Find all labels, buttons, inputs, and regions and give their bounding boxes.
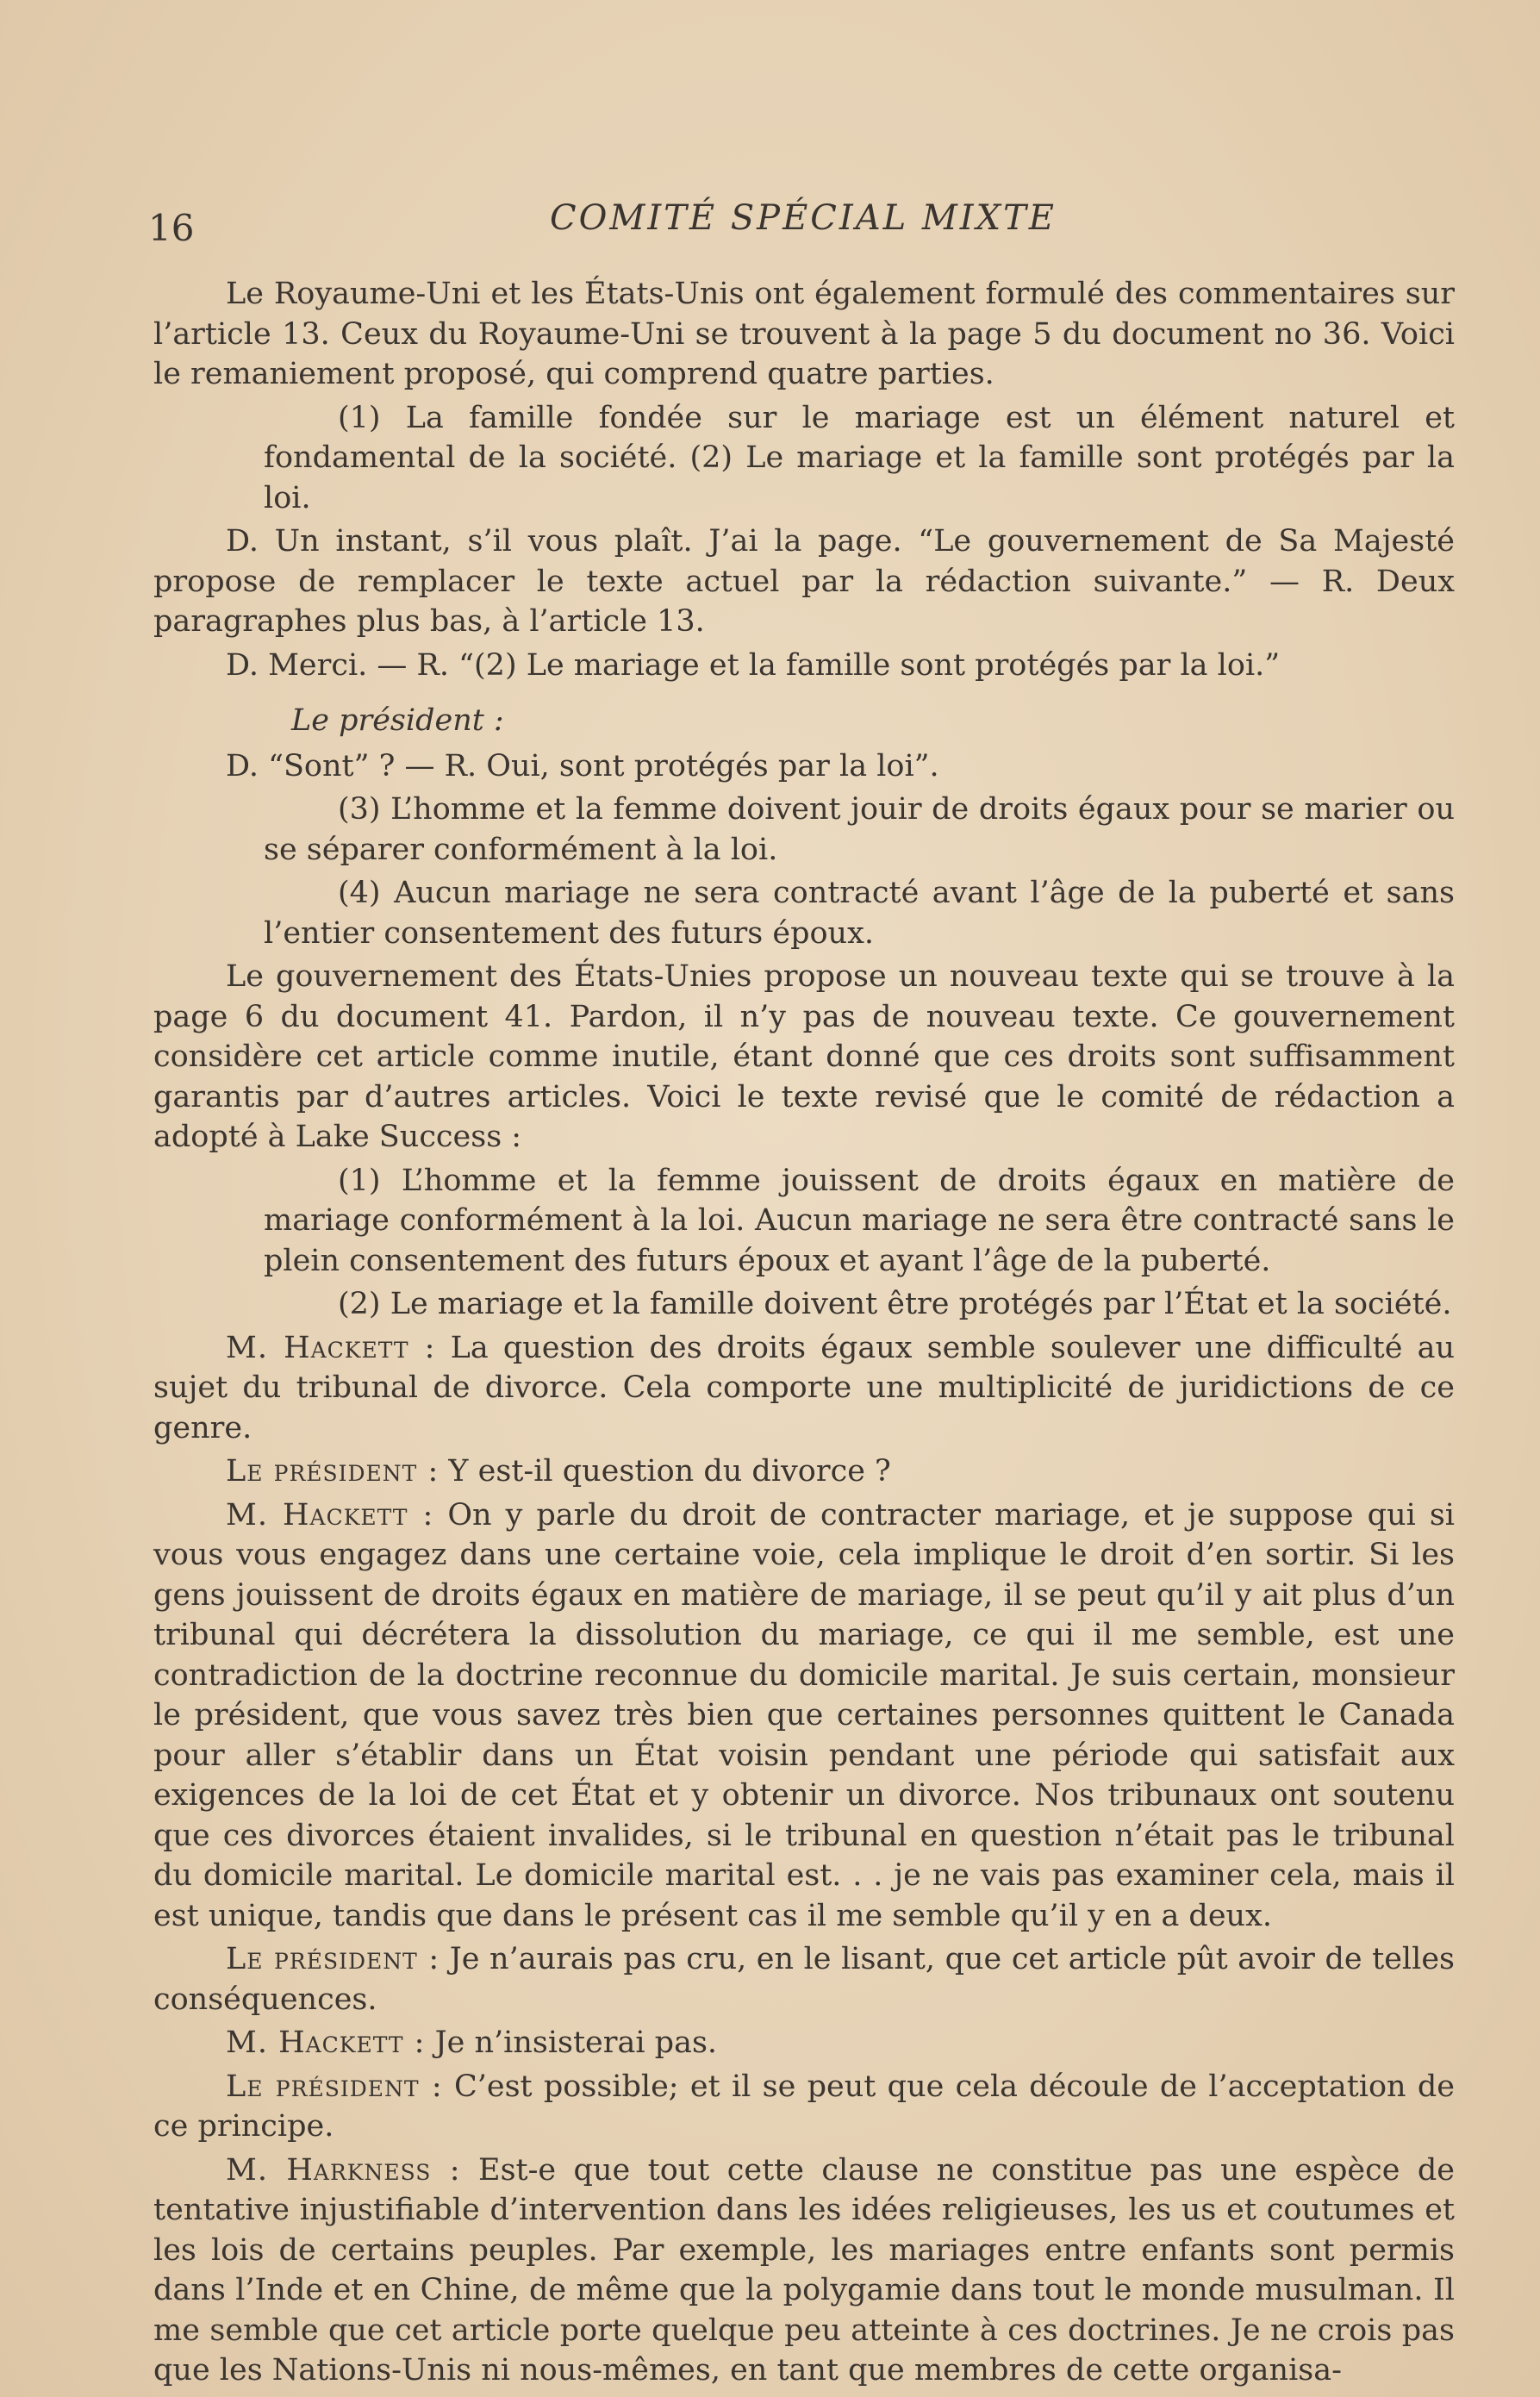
speaker-paragraph: Le président : Je n’aurais pas cru, en le lisant, que cet article pût avoir de telles conséquences. xyxy=(153,1942,1455,2017)
paragraph: D. Un instant, s’il vous plaît. J’ai la page. “Le gouvernement de Sa Majesté propose de remplacer le texte actuel par la rédaction suivante.” — R. Deux paragraphes plus bas, à l’article 13. xyxy=(153,524,1455,639)
speaker-name: Le président : xyxy=(226,1942,440,1976)
quoted-clause: (1) L’homme et la femme jouissent de droits égaux en matière de mariage conformément à la loi. Aucun mariage ne sera être contracté sans le plein consentement des futurs époux et ayant l’âge de la puberté. xyxy=(264,1163,1455,1278)
speaker-paragraph: M. Harkness : Est-e que tout cette clause ne constitue pas une espèce de tentative injustifiable d’intervention dans les idées religieuses, les us et coutumes et les lois de certains peuples. Par exemple, les mariages entre enfants sont permis dans l’Inde et en Chine, de même que la polygamie dans tout le monde musulman. Il me semble que cet article porte quelque peu atteinte à ces doctrines. Je ne crois pas que les Nations-Unis ni nous-mêmes, en tant que membres de cette organisa- xyxy=(153,2152,1455,2388)
speaker-name: M. Hackett : xyxy=(226,1497,434,1532)
page-number: 16 xyxy=(148,207,195,249)
paragraph: Le Royaume-Uni et les États-Unis ont également formulé des commentaires sur l’article 13. Ceux du Royaume-Uni se trouvent à la page 5 du document no 36. Voici le remaniement proposé, qui comprend quatre parties. xyxy=(153,277,1455,391)
paragraph: D. “Sont” ? — R. Oui, sont protégés par la loi”. xyxy=(226,748,939,783)
speaker-name: Le président : xyxy=(226,1454,440,1489)
speaker-heading: Le président : xyxy=(291,703,504,738)
paragraph: Le gouvernement des États-Unies propose un nouveau texte qui se trouve à la page 6 du document 41. Pardon, il n’y pas de nouveau texte. Ce gouvernement considère cet article comme inutile, étant donné que ces droits sont suffisamment garantis par d’autres articles. Voici le texte revisé que le comité de rédaction a adopté à Lake Success : xyxy=(153,959,1455,1154)
speaker-paragraph: M. Hackett : La question des droits égaux semble soulever une difficulté au sujet du tribunal de divorce. Cela comporte une multiplicité de juridictions de ce genre. xyxy=(153,1330,1455,1445)
speaker-paragraph: Le président : C’est possible; et il se peut que cela découle de l’acceptation de ce principe. xyxy=(153,2069,1455,2144)
speaker-paragraph: M. Hackett : Je n’insisterai pas. xyxy=(226,2026,718,2060)
page-header xyxy=(148,191,1458,252)
document-body xyxy=(153,274,1455,2394)
quoted-clause: (4) Aucun mariage ne sera contracté avant l’âge de la puberté et sans l’entier consentement des futurs époux. xyxy=(264,876,1455,951)
running-title: COMITÉ SPÉCIAL MIXTE xyxy=(550,198,1057,238)
quoted-clause: (2) Le mariage et la famille doivent être protégés par l’État et la société. xyxy=(338,1287,1452,1321)
quoted-clause: (1) La famille fondée sur le mariage est un élément naturel et fondamental de la société. (2) Le mariage et la famille sont protégés par la loi. xyxy=(264,400,1455,515)
speaker-name: M. Harkness : xyxy=(226,2152,461,2188)
speaker-name: M. Hackett : xyxy=(226,1330,436,1365)
speaker-paragraph: M. Hackett : On y parle du droit de contracter mariage, et je suppose qui si vous vous engagez dans une certaine voie, cela implique le droit d’en sortir. Si les gens jouissent de droits égaux en matière de mariage, il se peut qu’il y ait plus d’un tribunal qui décrétera la dissolution du mariage, ce qui il me semble, est une contradiction de la doctrine reconnue du domicile marital. Je suis certain, monsieur le président, que vous savez très bien que certaines personnes quittent le Canada pour aller s’établir dans un État voisin pendant une période qui satisfait aux exigences de la loi de cet État et y obtenir un divorce. Nos tribunaux ont soutenu que ces divorces étaient invalides, si le tribunal en question n’était pas le tribunal du domicile marital. Le domicile marital est. . . je ne vais pas examiner cela, mais il est unique, tandis que dans le présent cas il me semble qu’il y en a deux. xyxy=(153,1497,1455,1933)
speaker-name: M. Hackett : xyxy=(226,2026,426,2060)
quoted-clause: (3) L’homme et la femme doivent jouir de droits égaux pour se marier ou se séparer conformément à la loi. xyxy=(264,792,1455,867)
speaker-name: Le président : xyxy=(226,2069,443,2104)
paragraph: D. Merci. — R. “(2) Le mariage et la famille sont protégés par la loi.” xyxy=(226,647,1281,683)
speaker-paragraph: Le président : Y est-il question du divorce ? xyxy=(226,1454,891,1489)
